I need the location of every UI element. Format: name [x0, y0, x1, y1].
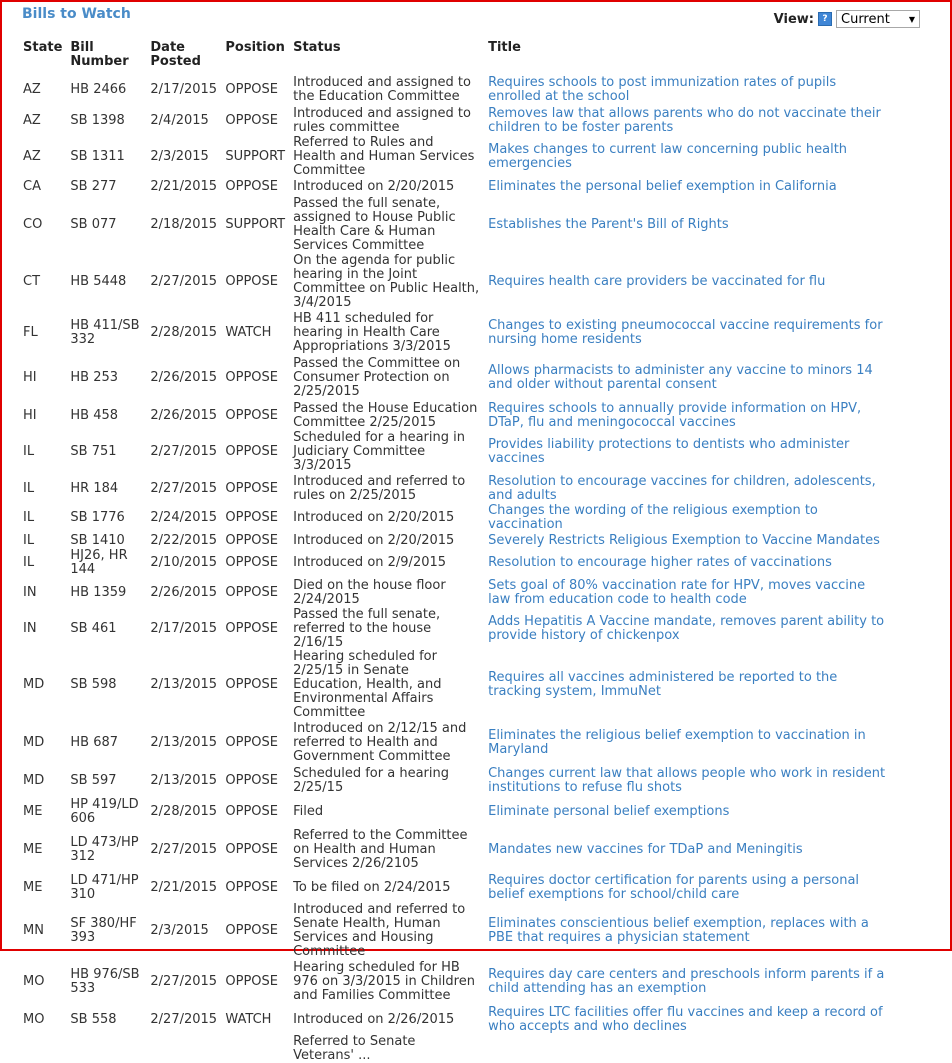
chevron-down-icon: ▼ — [908, 14, 915, 24]
cell-state: AZ — [23, 149, 41, 164]
cell-status: Passed the Committee on Consumer Protection on 2/25/2015 — [293, 355, 461, 399]
cell-state: HI — [23, 369, 37, 385]
bill-title-link[interactable]: Changes the wording of the religious exemption to vaccination — [488, 503, 818, 532]
cell-title — [484, 827, 894, 872]
cell-bill-number: SB 077 — [70, 216, 117, 232]
bill-title-link[interactable]: Requires LTC facilities offer flu vaccines and keep a record of who accepts and who declines — [488, 1004, 883, 1034]
cell-state: HI — [23, 407, 37, 423]
cell-title — [484, 720, 894, 765]
cell-position: OPPOSE — [225, 81, 278, 97]
cell-state: IL — [23, 444, 35, 459]
bill-title-link[interactable]: Resolution to encourage higher rates of vaccinations — [488, 555, 832, 570]
cell-position: OPPOSE — [225, 879, 278, 895]
cell-state: ME — [23, 803, 43, 819]
cell-state: CT — [23, 274, 41, 289]
cell-status: Introduced on 2/9/2015 — [293, 555, 447, 570]
cell-date-posted: 2/28/2015 — [150, 803, 218, 819]
cell-title — [484, 310, 894, 355]
cell-title — [484, 178, 894, 195]
cell-date-posted: 2/3/2015 — [150, 923, 209, 938]
cell-bill-number: SF 380/HF 393 — [70, 916, 137, 945]
cell-state: CA — [23, 178, 41, 194]
cell-state: IL — [23, 510, 35, 525]
table-row — [19, 765, 894, 796]
cell-title — [484, 400, 894, 431]
cell-title — [484, 136, 894, 178]
cell-state: AZ — [23, 81, 41, 97]
table-row — [19, 195, 894, 254]
table-row — [19, 959, 894, 1004]
cell-date-posted: 2/27/2015 — [150, 841, 218, 857]
cell-bill-number: HB 253 — [70, 369, 119, 385]
cell-status: Hearing scheduled for 2/25/15 in Senate Education, Health, and Environmental Affairs Committee — [293, 649, 442, 720]
bill-title-link[interactable]: Provides liability protections to dentists who administer vaccines — [488, 437, 850, 466]
bill-title-link[interactable]: Severely Restricts Religious Exemption to Vaccine Mandates — [488, 532, 880, 548]
bill-title-link[interactable]: Requires all vaccines administered be reported to the tracking system, ImmuNet — [488, 670, 838, 699]
table-row — [19, 74, 894, 105]
cell-status: Hearing scheduled for HB 976 on 3/3/2015 in Children and Families Committee — [293, 959, 475, 1003]
cell-date-posted: 2/18/2015 — [150, 216, 218, 232]
cell-status: Introduced on 2/20/2015 — [293, 532, 455, 548]
cell-title — [484, 355, 894, 400]
cell-title — [484, 473, 894, 504]
cell-bill-number: HB 687 — [70, 734, 119, 750]
cell-date-posted: 2/27/2015 — [150, 1011, 218, 1027]
cell-bill-number: SB 597 — [70, 772, 117, 788]
bill-title-link[interactable]: Sets goal of 80% vaccination rate for HPV, moves vaccine law from education code to health code — [488, 577, 866, 607]
cell-position: WATCH — [225, 324, 272, 340]
bill-title-link[interactable]: Requires schools to annually provide information on HPV, DTaP, flu and meningococcal vaccines — [488, 400, 862, 430]
bill-title-link[interactable]: Makes changes to current law concerning public health emergencies — [488, 142, 848, 171]
bill-title-link[interactable]: Mandates new vaccines for TDaP and Meningitis — [488, 841, 803, 857]
cell-title — [484, 1004, 894, 1035]
cell-status: Died on the house floor 2/24/2015 — [293, 577, 446, 607]
cell-title — [484, 74, 894, 105]
cell-position: SUPPORT — [225, 216, 286, 232]
cell-date-posted: 2/17/2015 — [150, 621, 218, 636]
cell-date-posted: 2/27/2015 — [150, 274, 218, 289]
bill-title-link[interactable]: Allows pharmacists to administer any vaccine to minors 14 and older without parental consent — [488, 362, 873, 392]
cell-title — [484, 959, 894, 1004]
cell-position: OPPOSE — [225, 407, 278, 423]
view-selector-area — [774, 10, 920, 28]
table-row — [19, 355, 894, 400]
cell-status: Introduced and referred to Senate Health, Human Services and Housing Committee — [293, 902, 466, 959]
bill-title-link[interactable]: Changes to existing pneumococcal vaccine requirements for nursing home residents — [488, 317, 883, 347]
cell-position: OPPOSE — [225, 923, 278, 938]
cell-state: ME — [23, 841, 43, 857]
cell-title — [484, 650, 894, 720]
cell-title — [484, 608, 894, 650]
cell-position: WATCH — [225, 1011, 272, 1027]
bill-title-link[interactable]: Resolution to encourage vaccines for children, adolescents, and adults — [488, 473, 876, 503]
cell-date-posted: 2/3/2015 — [150, 149, 209, 164]
cell-position: OPPOSE — [225, 677, 278, 692]
cell-status: HB 411 scheduled for hearing in Health Care Appropriations 3/3/2015 — [293, 310, 451, 354]
cell-date-posted: 2/17/2015 — [150, 81, 218, 97]
bill-title-link[interactable]: Eliminate personal belief exemptions — [488, 803, 730, 819]
cell-status: Introduced on 2/20/2015 — [293, 178, 455, 194]
table-row — [19, 178, 894, 195]
table-row — [19, 532, 894, 549]
column-header-state[interactable]: State — [23, 40, 63, 55]
table-row — [19, 549, 894, 577]
cell-state: MO — [23, 1011, 45, 1027]
table-row — [19, 577, 894, 608]
cell-status: Passed the House Education Committee 2/25/2015 — [293, 400, 478, 430]
cell-date-posted: 2/28/2015 — [150, 324, 218, 340]
cell-bill-number: SB 598 — [70, 677, 117, 692]
cell-status: Filed — [293, 803, 324, 819]
cell-date-posted: 2/10/2015 — [150, 555, 218, 570]
cell-title — [484, 105, 894, 136]
cell-bill-number: HB 2466 — [70, 81, 127, 97]
cell-position: OPPOSE — [225, 803, 278, 819]
cell-date-posted: 2/24/2015 — [150, 510, 218, 525]
table-row — [19, 473, 894, 504]
cell-bill-number: SB 751 — [70, 444, 117, 459]
table-row — [19, 254, 894, 310]
cell-position: OPPOSE — [225, 841, 278, 857]
cell-bill-number: HB 458 — [70, 407, 119, 423]
cell-state: FL — [23, 324, 38, 340]
cell-bill-number: SB 1398 — [70, 112, 125, 128]
table-row — [19, 1035, 894, 1063]
cell-date-posted: 2/13/2015 — [150, 734, 218, 750]
cell-bill-number: LD 473/HP 312 — [70, 834, 139, 864]
cell-position: OPPOSE — [225, 112, 278, 128]
cell-bill-number: HP 419/LD 606 — [70, 796, 139, 826]
bill-title-link[interactable]: Eliminates conscientious belief exemption, replaces with a PBE that requires a physician statement — [488, 916, 869, 945]
cell-state: IL — [23, 555, 35, 570]
cell-title — [484, 254, 894, 310]
table-row — [19, 1004, 894, 1035]
cell-date-posted: 2/27/2015 — [150, 480, 218, 496]
cell-position: OPPOSE — [225, 480, 278, 496]
cell-position: OPPOSE — [225, 510, 278, 525]
table-row — [19, 872, 894, 903]
bill-title-link[interactable]: Requires day care centers and preschools inform parents if a child attending has an exemption — [488, 966, 885, 996]
cell-state: AZ — [23, 112, 41, 128]
cell-status: To be filed on 2/24/2015 — [293, 879, 451, 895]
cell-status: Introduced and referred to rules on 2/25/2015 — [293, 473, 466, 503]
cell-date-posted: 2/26/2015 — [150, 407, 218, 423]
cell-date-posted: 2/13/2015 — [150, 772, 218, 788]
cell-date-posted: 2/21/2015 — [150, 879, 218, 895]
cell-bill-number: SB 277 — [70, 178, 117, 194]
column-header-title[interactable]: Title — [488, 40, 521, 55]
cell-status: Passed the full senate, assigned to House Public Health Care & Human Services Committee — [293, 195, 456, 253]
cell-bill-number: HR 184 — [70, 480, 119, 496]
cell-position: OPPOSE — [225, 772, 278, 788]
cell-position: OPPOSE — [225, 584, 278, 600]
cell-position: OPPOSE — [225, 274, 278, 289]
cell-state: MO — [23, 973, 45, 989]
cell-bill-number: LD 471/HP 310 — [70, 872, 139, 902]
cell-state: IL — [23, 532, 35, 548]
cell-date-posted: 2/26/2015 — [150, 369, 218, 385]
cell-position: OPPOSE — [225, 555, 278, 570]
cell-bill-number: HB 5448 — [70, 274, 127, 289]
cell-position: OPPOSE — [225, 369, 278, 385]
cell-title — [484, 577, 894, 608]
cell-position: OPPOSE — [225, 621, 278, 636]
column-header-date-posted[interactable]: Date Posted — [150, 40, 201, 69]
table-header-row — [19, 41, 894, 74]
bill-title-link[interactable]: Requires schools to post immunization rates of pupils enrolled at the school — [488, 74, 837, 104]
bill-title-link[interactable]: Adds Hepatitis A Vaccine mandate, removes parent ability to provide history of chickenpox — [488, 614, 885, 643]
cell-title — [484, 195, 894, 254]
cell-position: OPPOSE — [225, 973, 278, 989]
cell-title — [484, 431, 894, 473]
table-body — [19, 74, 894, 1063]
table-row — [19, 431, 894, 473]
view-label: View: — [773, 11, 814, 27]
cell-status: Introduced and assigned to the Education Committee — [293, 74, 471, 104]
cell-status: Introduced on 2/26/2015 — [293, 1011, 455, 1027]
cell-date-posted: 2/27/2015 — [150, 973, 218, 989]
cell-status: On the agenda for public hearing in the Joint Committee on Public Health, 3/4/2015 — [293, 253, 480, 310]
cell-title — [484, 872, 894, 903]
help-icon[interactable]: ? — [818, 12, 832, 26]
cell-position: OPPOSE — [225, 178, 278, 194]
cell-date-posted: 2/26/2015 — [150, 584, 218, 600]
column-header-status[interactable]: Status — [293, 40, 341, 55]
cell-bill-number: SB 558 — [70, 1011, 117, 1027]
cell-status: Passed the full senate, referred to the house 2/16/15 — [293, 607, 441, 650]
cell-status: Referred to Rules and Health and Human Services Committee — [293, 135, 475, 178]
cell-date-posted: 2/13/2015 — [150, 677, 218, 692]
cell-bill-number: HJ26, HR 144 — [70, 548, 128, 577]
cell-status: Introduced on 2/20/2015 — [293, 510, 455, 525]
bill-title-link[interactable]: Eliminates the personal belief exemption in California — [488, 178, 837, 194]
cell-state: MN — [23, 923, 44, 938]
cell-position: OPPOSE — [225, 444, 278, 459]
table-row — [19, 650, 894, 720]
bill-title-link[interactable]: Changes current law that allows people who work in resident institutions to refuse flu shots — [488, 765, 886, 795]
bill-title-link[interactable]: Removes law that allows parents who do not vaccinate their children to be foster parents — [488, 105, 881, 135]
bills-table — [19, 41, 894, 1063]
cell-bill-number: HB 1359 — [70, 584, 127, 600]
page-title: Bills to Watch — [22, 6, 131, 22]
cell-title — [484, 1035, 894, 1063]
cell-status: Referred to Senate Veterans' ... — [293, 1034, 416, 1063]
column-header-bill-number[interactable]: Bill Number — [70, 40, 129, 69]
cell-date-posted — [146, 1035, 221, 1063]
cell-position: OPPOSE — [225, 734, 278, 750]
cell-state: IL — [23, 480, 35, 496]
cell-bill-number: SB 1311 — [70, 149, 125, 164]
cell-state: CO — [23, 216, 43, 232]
cell-position: OPPOSE — [225, 532, 278, 548]
cell-state: ME — [23, 879, 43, 895]
cell-date-posted: 2/4/2015 — [150, 112, 209, 128]
cell-bill-number: SB 461 — [70, 621, 117, 636]
table-row — [19, 903, 894, 959]
cell-state — [19, 1035, 66, 1063]
cell-state: MD — [23, 772, 45, 788]
cell-title — [484, 532, 894, 549]
cell-position: SUPPORT — [225, 149, 286, 164]
cell-state: MD — [23, 734, 45, 750]
table-row — [19, 105, 894, 136]
cell-title — [484, 549, 894, 577]
cell-position — [221, 1035, 289, 1063]
cell-bill-number: SB 1410 — [70, 532, 125, 548]
table-row — [19, 608, 894, 650]
cell-state: IN — [23, 621, 37, 636]
column-header-position[interactable]: Position — [225, 40, 285, 55]
cell-status: Introduced on 2/12/15 and referred to Health and Government Committee — [293, 720, 467, 764]
cell-title — [484, 504, 894, 532]
table-row — [19, 796, 894, 827]
cell-status: Referred to the Committee on Health and Human Services 2/26/2105 — [293, 827, 468, 871]
cell-status: Introduced and assigned to rules committee — [293, 105, 471, 135]
cell-title — [484, 765, 894, 796]
view-select[interactable] — [836, 10, 920, 28]
cell-state: MD — [23, 677, 45, 692]
bill-title-link[interactable]: Requires doctor certification for parents using a personal belief exemptions for school/child care — [488, 872, 860, 902]
table-row — [19, 504, 894, 532]
cell-bill-number: HB 976/SB 533 — [70, 966, 140, 996]
cell-title — [484, 796, 894, 827]
cell-date-posted: 2/21/2015 — [150, 178, 218, 194]
cell-status: Scheduled for a hearing 2/25/15 — [293, 765, 449, 795]
table-row — [19, 720, 894, 765]
table-row — [19, 310, 894, 355]
table-row — [19, 136, 894, 178]
cell-state: IN — [23, 584, 37, 600]
cell-bill-number — [66, 1035, 146, 1063]
bill-title-link[interactable]: Eliminates the religious belief exemption to vaccination in Maryland — [488, 727, 866, 757]
cell-date-posted: 2/22/2015 — [150, 532, 218, 548]
view-select-value: Current — [841, 11, 890, 27]
cell-title — [484, 903, 894, 959]
cell-date-posted: 2/27/2015 — [150, 444, 218, 459]
bill-title-link[interactable]: Requires health care providers be vaccinated for flu — [488, 274, 826, 289]
table-row — [19, 827, 894, 872]
bill-title-link[interactable]: Establishes the Parent's Bill of Rights — [488, 216, 729, 232]
table-row — [19, 400, 894, 431]
cell-status: Scheduled for a hearing in Judiciary Committee 3/3/2015 — [293, 430, 465, 473]
cell-bill-number: HB 411/SB 332 — [70, 317, 140, 347]
cell-bill-number: SB 1776 — [70, 510, 125, 525]
